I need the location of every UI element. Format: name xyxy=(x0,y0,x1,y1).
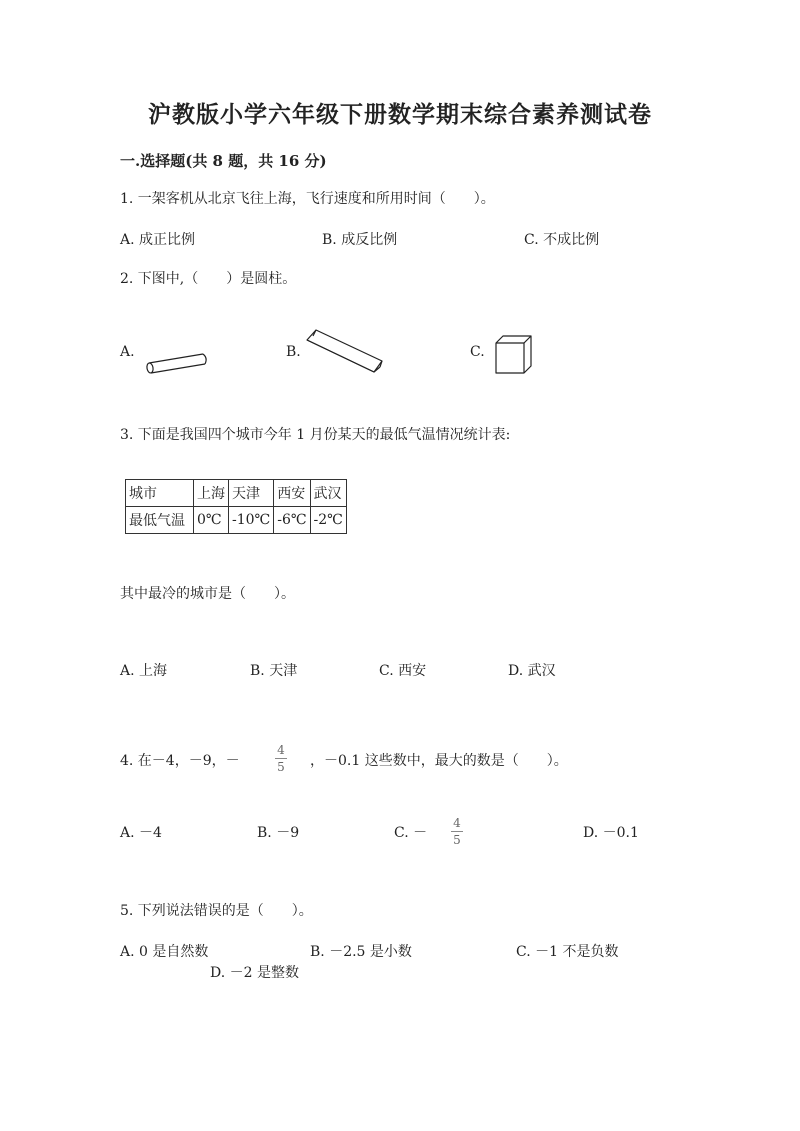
fraction-denominator: 5 xyxy=(277,760,285,774)
table-header-cell: 城市 xyxy=(126,480,194,507)
table-cell: -2℃ xyxy=(310,507,346,534)
question-3-stem: 3. 下面是我国四个城市今年 1 月份某天的最低气温情况统计表: xyxy=(120,427,511,443)
fraction-numerator: 4 xyxy=(277,743,285,757)
question-5-stem: 5. 下列说法错误的是（ ）。 xyxy=(120,903,313,919)
question-4-fraction xyxy=(274,743,288,774)
question-5-option-c: C. －1 不是负数 xyxy=(516,944,619,960)
question-4-option-b: B. －9 xyxy=(257,825,300,841)
table-header-cell: 西安 xyxy=(274,480,310,507)
table-row xyxy=(126,480,347,507)
question-5-option-a: A. 0 是自然数 xyxy=(120,944,209,960)
page-title: 沪教版小学六年级下册数学期末综合素养测试卷 xyxy=(148,101,652,128)
fraction-bar xyxy=(275,758,287,759)
table-cell: -10℃ xyxy=(229,507,274,534)
table-header-cell: 武汉 xyxy=(310,480,346,507)
question-4-stem-end: ，－0.1 这些数中，最大的数是（ ）。 xyxy=(310,753,568,769)
question-1-option-a: A. 成正比例 xyxy=(120,232,196,248)
question-3-option-d: D. 武汉 xyxy=(508,663,556,679)
question-2-label-c: C. xyxy=(470,344,485,360)
fraction-denominator: 5 xyxy=(453,833,461,847)
section-heading: 一.选择题(共 8 题，共 16 分) xyxy=(120,152,327,170)
cylinder-figure xyxy=(140,348,215,378)
table-cell: -6℃ xyxy=(274,507,310,534)
question-3-option-b: B. 天津 xyxy=(250,663,298,679)
temperature-table xyxy=(125,479,347,534)
question-1-option-c: C. 不成比例 xyxy=(524,232,600,248)
question-4-option-a: A. －4 xyxy=(120,825,162,841)
table-header-cell: 天津 xyxy=(229,480,274,507)
question-2-label-b: B. xyxy=(286,344,301,360)
question-5-option-d: D. －2 是整数 xyxy=(210,965,299,981)
question-4-option-c-fraction xyxy=(450,816,464,847)
question-1-option-b: B. 成反比例 xyxy=(322,232,398,248)
question-2-label-a: A. xyxy=(120,344,135,360)
question-4-option-d: D. －0.1 xyxy=(583,825,639,841)
cube-figure xyxy=(493,333,535,375)
prism-figure xyxy=(304,326,386,376)
question-3-prompt: 其中最冷的城市是（ ）。 xyxy=(120,586,295,602)
question-3-option-c: C. 西安 xyxy=(379,663,427,679)
question-3-option-a: A. 上海 xyxy=(120,663,168,679)
question-4-stem-start: 4. 在－4，－9，－ xyxy=(120,753,240,769)
question-1-stem: 1. 一架客机从北京飞往上海，飞行速度和所用时间（ ）。 xyxy=(120,191,495,207)
fraction-numerator: 4 xyxy=(453,816,461,830)
table-cell: 最低气温 xyxy=(126,507,194,534)
fraction-bar xyxy=(451,831,463,832)
question-2-stem: 2. 下图中,（ ）是圆柱。 xyxy=(120,271,297,287)
question-4-option-c: C. － xyxy=(394,825,428,841)
table-cell: 0℃ xyxy=(194,507,229,534)
table-header-cell: 上海 xyxy=(194,480,229,507)
question-5-option-b: B. －2.5 是小数 xyxy=(310,944,412,960)
table-row xyxy=(126,507,347,534)
